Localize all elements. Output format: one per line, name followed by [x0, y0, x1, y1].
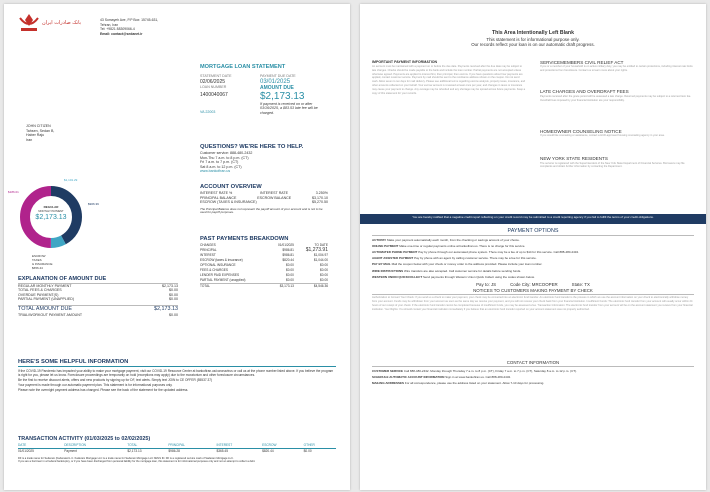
wu-state: State: TX — [571, 281, 590, 287]
payment-option-label: AUTOMATED PHONE PAYMENT — [372, 249, 418, 254]
transaction-footnote: If you are a borrower in a Federal bankruptcy, or if you have been discharged from personal liability for the mortgage loan, this statement is for informational purposes only and not an attempt to collect a debt. — [18, 460, 256, 464]
customer-name: JOHN CITIZEN — [26, 124, 51, 128]
contact-title: CONTACT INFORMATION — [506, 360, 560, 366]
explanation-row — [18, 297, 178, 302]
explanation-value: $0.00 — [169, 288, 178, 292]
statement-date-label: STATEMENT DATE — [200, 74, 232, 78]
payment-options-section — [372, 228, 694, 386]
payment-option-label: ONLINE PAYMENT — [372, 243, 399, 248]
donut-top-label: $1,101.29 — [64, 178, 78, 182]
divider — [372, 366, 694, 367]
explanation-section — [18, 276, 178, 318]
wu-pay-to: Pay to: JS — [476, 281, 497, 287]
table-header: DESCRIPTION — [64, 443, 86, 447]
donut-legend-line: TAXES — [32, 258, 42, 262]
divider — [18, 366, 336, 367]
counseling-text: If you would like counseling or assistance, contact a HUD-approved housing counseling agency in your area. — [540, 134, 665, 138]
account-overview-title: ACCOUNT OVERVIEW — [200, 184, 262, 190]
customer-address-line: Iran — [26, 137, 33, 142]
scra-title: SERVICEMEMBERS CIVIL RELIEF ACT — [540, 60, 624, 65]
table-header: CHANGES — [200, 243, 216, 247]
donut-right-label: $906.39 — [88, 202, 99, 206]
questions-hours: Mon-Thu 7 a.m. to 8 p.m. (CT) — [200, 155, 249, 160]
payment-option — [372, 250, 694, 254]
contact-row — [372, 381, 694, 385]
bank-phone: Tel: +9821 88309066-4 — [100, 27, 135, 31]
counseling-title: HOMEOWNER COUNSELING NOTICE — [540, 128, 622, 134]
table-header: DATE — [18, 443, 27, 447]
past-payments-table — [200, 243, 328, 289]
table-header: OTHER — [303, 443, 315, 447]
bank-email: Email: contact@sedanet.ir — [100, 31, 143, 36]
table-cell: $986.81 — [282, 253, 294, 257]
transaction-footnote: DF is a trade name for Sederam (Federated L.C. Kaderam Mortgage LLC is a trade name for Sederam Mortgage LLC NMLS ID. DF is a registered service mark of Saderam Mortgage LLC. — [18, 457, 234, 460]
check-notice-title: NOTICES TO CUSTOMERS MAKING PAYMENT BY CHECK — [473, 287, 593, 293]
table-cell: PRINCIPAL — [200, 248, 217, 252]
side-code: VA 22003 — [200, 110, 216, 114]
statement-back-page — [360, 4, 706, 490]
explanation-value: $0.00 — [169, 292, 178, 297]
contact-text: Call 888-480-2432. Monday through Thursday 7 a.m. to 8 p.m. (CT), Friday 7 a.m. to 7 p.m. (CT), Saturday 8 a.m. to 12 p.m. (CT). — [403, 368, 577, 373]
table-header: 01/01/2025 — [277, 243, 294, 247]
explanation-label: OVERDUE PAYMENT(S) — [18, 292, 59, 297]
payment-option-text: Make your payment automatically each month, from the checking or savings account of your choice. — [386, 237, 520, 242]
payment-due-date: 03/01/2025 — [260, 78, 291, 85]
questions-section — [200, 144, 330, 174]
table-cell: $986.28 — [168, 449, 180, 453]
payment-option-label: AUTOPAY — [372, 237, 387, 242]
divider — [372, 235, 694, 236]
payment-options-title: PAYMENT OPTIONS — [507, 228, 559, 234]
table-cell: LENDER PAID EXPENSES — [200, 273, 240, 277]
table-cell: $365.45 — [216, 449, 228, 453]
donut-legend-line: & INSURANCE — [32, 262, 53, 266]
donut-center-label2: MONTHLY PAYMENT — [38, 209, 64, 213]
account-overview-note: The Principal Balance does not represent the payoff amount of your account and is not to be used for payoff purposes. — [200, 206, 323, 215]
past-payments-section — [200, 236, 328, 289]
table-cell: $1,004.97 — [313, 253, 328, 257]
table-cell: $820.44 — [262, 449, 274, 453]
payment-option-label: AGENT ASSISTED PAYMENT — [372, 256, 414, 261]
transaction-section — [18, 436, 336, 464]
questions-title: QUESTIONS? WE'RE HERE TO HELP. — [200, 144, 304, 150]
table-row — [18, 449, 336, 455]
table-cell: $0.00 — [303, 449, 312, 453]
helpful-info-section — [18, 358, 336, 392]
customer-address-line: Haber Raju — [26, 133, 45, 137]
contact-label: SCHEDULE AUTOMATIC ACCOUNT INFORMATION — [372, 375, 445, 380]
trial-payment-label: TRIAL/WORKOUT PAYMENT AMOUNT — [18, 313, 83, 317]
table-cell: $0.00 — [320, 273, 328, 277]
transaction-title: TRANSACTION ACTIVITY (01/03/2025 to 02/02/2025) — [18, 436, 151, 442]
scra-text: If you or a member of your household is on active military duty, you may be entitled to certain protections, including interest rate limits and protections from foreclosure. Contact us to learn more about your rights. — [540, 65, 693, 73]
customer-address-block — [26, 124, 86, 142]
ny-residents-text: The servicer is registered with the Superintendent of the New York State Department of Financial Services. Borrowers may file complaints and obtain further information by contacting the Department. — [540, 161, 685, 169]
questions-phone: Customer service: 888-480-2432 — [200, 151, 253, 155]
late-charges-text: Payments received after the grace period will be assessed a late charge. Returned payments may be subject to a returned item fee. Overdraft fees imposed by your financial institution are your responsibility. — [540, 94, 692, 102]
table-cell: $1,044.00 — [313, 258, 328, 262]
western-union-codes — [372, 281, 694, 288]
table-header: ESCROW — [262, 443, 277, 447]
explanation-label: PARTIAL PAYMENT (UNAPPLIED) — [18, 297, 75, 301]
contact-text: For all correspondence, please use the address listed on your statement. Allow 7-10 days for processing. — [404, 381, 545, 386]
total-amount-due-label: TOTAL AMOUNT DUE — [18, 306, 73, 312]
helpful-paragraph: Please note the overnight payment address has changed. Please see the back of the statement for the updated address. — [18, 387, 189, 392]
table-cell: $0.00 — [285, 263, 294, 267]
payment-option — [372, 269, 694, 273]
amount-due-label: AMOUNT DUE — [260, 84, 294, 91]
explanation-value: $2,173.13 — [162, 283, 178, 288]
table-header: TOTAL — [127, 443, 138, 447]
payment-option-label: PAY BY MAIL — [372, 262, 391, 267]
payment-option-text: Pay by phone with an agent by calling customer service. There may be a fee for this service. — [414, 256, 537, 261]
table-cell: $820.44 — [282, 258, 294, 262]
contact-label: MAILING ADDRESSES — [372, 381, 405, 386]
table-cell: $0.00 — [320, 268, 328, 272]
trial-payment-value: $0.00 — [169, 313, 178, 317]
account-overview-value: $5,270.50 — [312, 200, 328, 204]
payment-donut-chart — [18, 184, 84, 250]
loan-number: 1400040067 — [200, 92, 228, 98]
contact-row — [372, 375, 694, 379]
payment-option-label: WIRE INSTRUCTIONS — [372, 268, 404, 273]
loan-number-label: LOAN NUMBER — [200, 84, 227, 89]
account-overview-label: PRINCIPAL BALANCE — [200, 195, 237, 200]
table-cell: $1,273.91 — [305, 247, 328, 253]
important-payment-info — [372, 60, 526, 213]
table-cell: $0.00 — [285, 273, 294, 277]
bank-address-line: Tehran, Iran — [100, 22, 119, 27]
table-cell: 01/01/2025 — [18, 449, 34, 453]
payment-option — [372, 275, 694, 279]
important-payment-title: IMPORTANT PAYMENT INFORMATION — [372, 60, 438, 64]
late-charges-title: LATE CHARGES AND OVERDRAFT FEES — [540, 89, 629, 95]
explanation-title: EXPLANATION OF AMOUNT DUE — [18, 276, 107, 282]
blank-area-subtitle: Our records reflect your loan is on our automatic draft progress. — [471, 42, 595, 48]
amount-due: $2,173.13 — [260, 91, 305, 102]
contact-label: CUSTOMER SERVICE — [372, 368, 404, 373]
table-cell: $986.81 — [282, 248, 294, 252]
ny-residents-title: NEW YORK STATE RESIDENTS — [540, 156, 608, 162]
contact-text: Sign in at www.bankofiran.us. Call 888-480-2432. — [445, 375, 512, 380]
wu-code-city: Code City: MRCOOPER — [510, 281, 558, 287]
payment-option-text: Wire transfers are also accepted. Call customer service for details before sending funds. — [404, 268, 522, 273]
check-notice-text: Authorization to Convert Your Check: If you send us a check to make your payment, your check may be converted into an electronic fund transfer. An electronic fund transfer is the process in which we use the account information on your check to electronically withdraw money from your account. Funds may be withdrawn from your account as soon as the same day we receive your payment, and you will not receive your check back from your financial institution. Insufficient Funds: The electronic fund transfer from your account will usually occur within 24 hours of our receipt of your check. If the electronic fund transfer cannot be completed because of insufficient funds, you may be assessed a fee. Transaction Information: The electronic fund transfer from your account will be on the account statement you receive from your financial institution. Your Rights: You should contact your financial institution immediately if you believe that an electronic fund transfer reported on your account statement was not properly authorized. — [372, 296, 693, 311]
total-amount-due-row — [18, 305, 178, 313]
payment-option-text: Mail the coupon below with your check or money order to the address provided. Please include your loan number. — [391, 262, 543, 267]
table-cell: $0.00 — [285, 278, 294, 282]
account-overview-value: 3.250% — [315, 191, 328, 195]
explanation-label: REGULAR MONTHLY PAYMENT — [18, 283, 72, 288]
account-overview-section — [200, 184, 328, 215]
table-header: PRINCIPAL — [168, 443, 185, 447]
account-overview-label: ESCROW (TAXES & INSURANCE) — [200, 200, 257, 204]
payment-option — [372, 244, 694, 248]
account-overview-value: $3,170.10 — [312, 195, 328, 200]
divider — [372, 294, 694, 295]
table-cell: TOTAL — [200, 284, 210, 288]
transaction-table — [18, 443, 336, 454]
helpful-paragraph: If the COVID-19 Pandemic has impacted your ability to make your mortgage payment, visit our COVID-19 Resource Center at bankofiran.us/coronavirus or call us at the phone number listed above. If you believe the program is right for you, please let us know. Foreclosure proceedings are temporarily on hold (exceptions may apply) due to the moratorium and other foreclosure circumstances. — [18, 368, 334, 377]
statement-meta-left — [200, 74, 260, 101]
total-amount-due-value: $2,173.13 — [154, 306, 178, 312]
payment-due-label: PAYMENT DUE DATE — [260, 74, 296, 78]
table-cell: $0.00 — [320, 278, 328, 282]
donut-center — [18, 206, 84, 222]
table-cell: $4,546.36 — [313, 284, 328, 288]
table-total-row — [200, 284, 328, 290]
questions-website-link[interactable]: www.bankofiran.us — [200, 169, 231, 173]
payment-option — [372, 262, 694, 266]
late-fee-note: If payment is received on or after 03/16/2025, a $83.53 late fee will be charged. — [260, 102, 318, 115]
payment-option — [372, 256, 694, 260]
statement-meta-right — [260, 74, 350, 115]
table-header: TO DATE — [314, 243, 328, 247]
table-cell: ESCROW (taxes & insurance) — [200, 258, 243, 262]
payment-option-text: Pay by phone through our automated phone system. There may be a fee of up to $14 for this service. Call 888-480-2432. — [418, 249, 579, 254]
statement-front-page — [4, 4, 350, 490]
donut-legend-line: ESCROW — [32, 254, 46, 258]
payment-option-text: Send payments through Western Union Quick Collect using the codes shown below. — [423, 274, 535, 279]
questions-hours: Fri 7 a.m. to 7 p.m. (CT) — [200, 160, 239, 164]
customer-address-line: Tahsen, Sedan B, — [26, 128, 55, 133]
helpful-paragraph: Be the first to receive discount alerts, offers and new products by signing up for DF, text alerts. Simply text JOIN to CE OFFER (55537.37) — [18, 377, 213, 382]
blank-area-subtitle: This statement is for informational purpose only. — [486, 37, 580, 42]
account-overview-label: INTEREST RATE % — [200, 191, 233, 195]
account-overview-label2: INTEREST RATE — [259, 191, 289, 195]
donut-center-label: REGULAR — [43, 205, 59, 209]
table-cell: FEES & CHARGES — [200, 268, 228, 272]
contact-row — [372, 369, 694, 373]
blank-area-header — [360, 30, 706, 48]
donut-center-value: $2,173.13 — [35, 214, 67, 222]
explanation-label: TOTAL FEES & CHARGES — [18, 288, 62, 292]
donut-legend — [32, 254, 82, 270]
bank-logo-emblem-icon — [14, 12, 44, 40]
table-cell: $3,173.13 — [279, 284, 294, 288]
table-cell: OPTIONAL INSURANCE — [200, 263, 236, 267]
payment-option-label: WESTERN UNION QUICKCOLLECT — [372, 274, 423, 279]
important-payment-text: An account must be maintained with a payment on or before the due date. Payments received after the due date may be subject to late charges. Checks should be made payable to the bank and include the loan number. Partial payments are not accepted unless otherwise agreed. Payments are applied to interest first, then principal, then escrow. If you have questions about how payments are applied, contact customer service. Payment by mail should be sent to the remittance address shown on the coupon. Do not send cash. Allow seven to ten days for mail delivery. Please see additional terms regarding escrow analysis, property taxes, insurance, and other amounts collected on your behalf. Your escrow account is reviewed at least once per year, and changes in taxes or insurance may cause your payment to change. Any overage may be refunded and any shortage may be spread across future payments. Keep a copy of this statement for your records. — [372, 65, 526, 95]
payment-option — [372, 238, 694, 242]
table-cell: $0.00 — [285, 268, 294, 272]
trial-payment-row — [18, 313, 178, 318]
table-header: INTEREST — [216, 443, 233, 447]
table-cell: INTEREST — [200, 253, 216, 257]
credit-notice-bar: You are hereby notified that a negative credit report reflecting on your credit record may be submitted to a credit reporting agency if you fail to fulfill the terms of your credit obligations. — [360, 214, 706, 224]
explanation-value: $0.00 — [169, 297, 178, 301]
right-notices — [540, 60, 696, 188]
statement-title: MORTGAGE LOAN STATEMENT — [200, 64, 286, 70]
account-overview-label2: ESCROW BALANCE — [257, 195, 292, 200]
helpful-paragraph: Your payment is made through our automatic payment plan. This statement is for informational purposes only. — [18, 382, 173, 387]
bank-address-line: 43 Somayeh Ave, P.P Box: 15745-631, — [100, 18, 159, 22]
questions-hours: Sat 8 a.m. to 12 p.m. (CT) — [200, 164, 242, 169]
helpful-info-title: HERE'S SOME HELPFUL INFORMATION — [18, 359, 129, 365]
past-payments-title: PAST PAYMENTS BREAKDOWN — [200, 236, 289, 242]
bank-logo — [14, 12, 44, 40]
payment-option-text: Make one-time or regular payments online at bankofiran.us. There is no charge for this service. — [399, 243, 526, 248]
donut-left-label: $186.01 — [8, 190, 19, 194]
table-cell: Payment — [64, 449, 77, 453]
bank-address — [100, 18, 200, 36]
donut-legend-line: $656.44 — [32, 266, 43, 270]
table-cell: $0.00 — [320, 263, 328, 267]
statement-date: 02/06/2025 — [200, 78, 226, 85]
bank-logo-text: بانک صادرات ایران — [42, 20, 82, 26]
blank-area-title: This Area Intentionally Left Blank — [492, 30, 574, 36]
table-cell: $2,173.13 — [127, 449, 142, 453]
table-cell: PARTIAL PAYMENT (unapplied) — [200, 278, 246, 282]
account-overview-row — [200, 200, 328, 205]
